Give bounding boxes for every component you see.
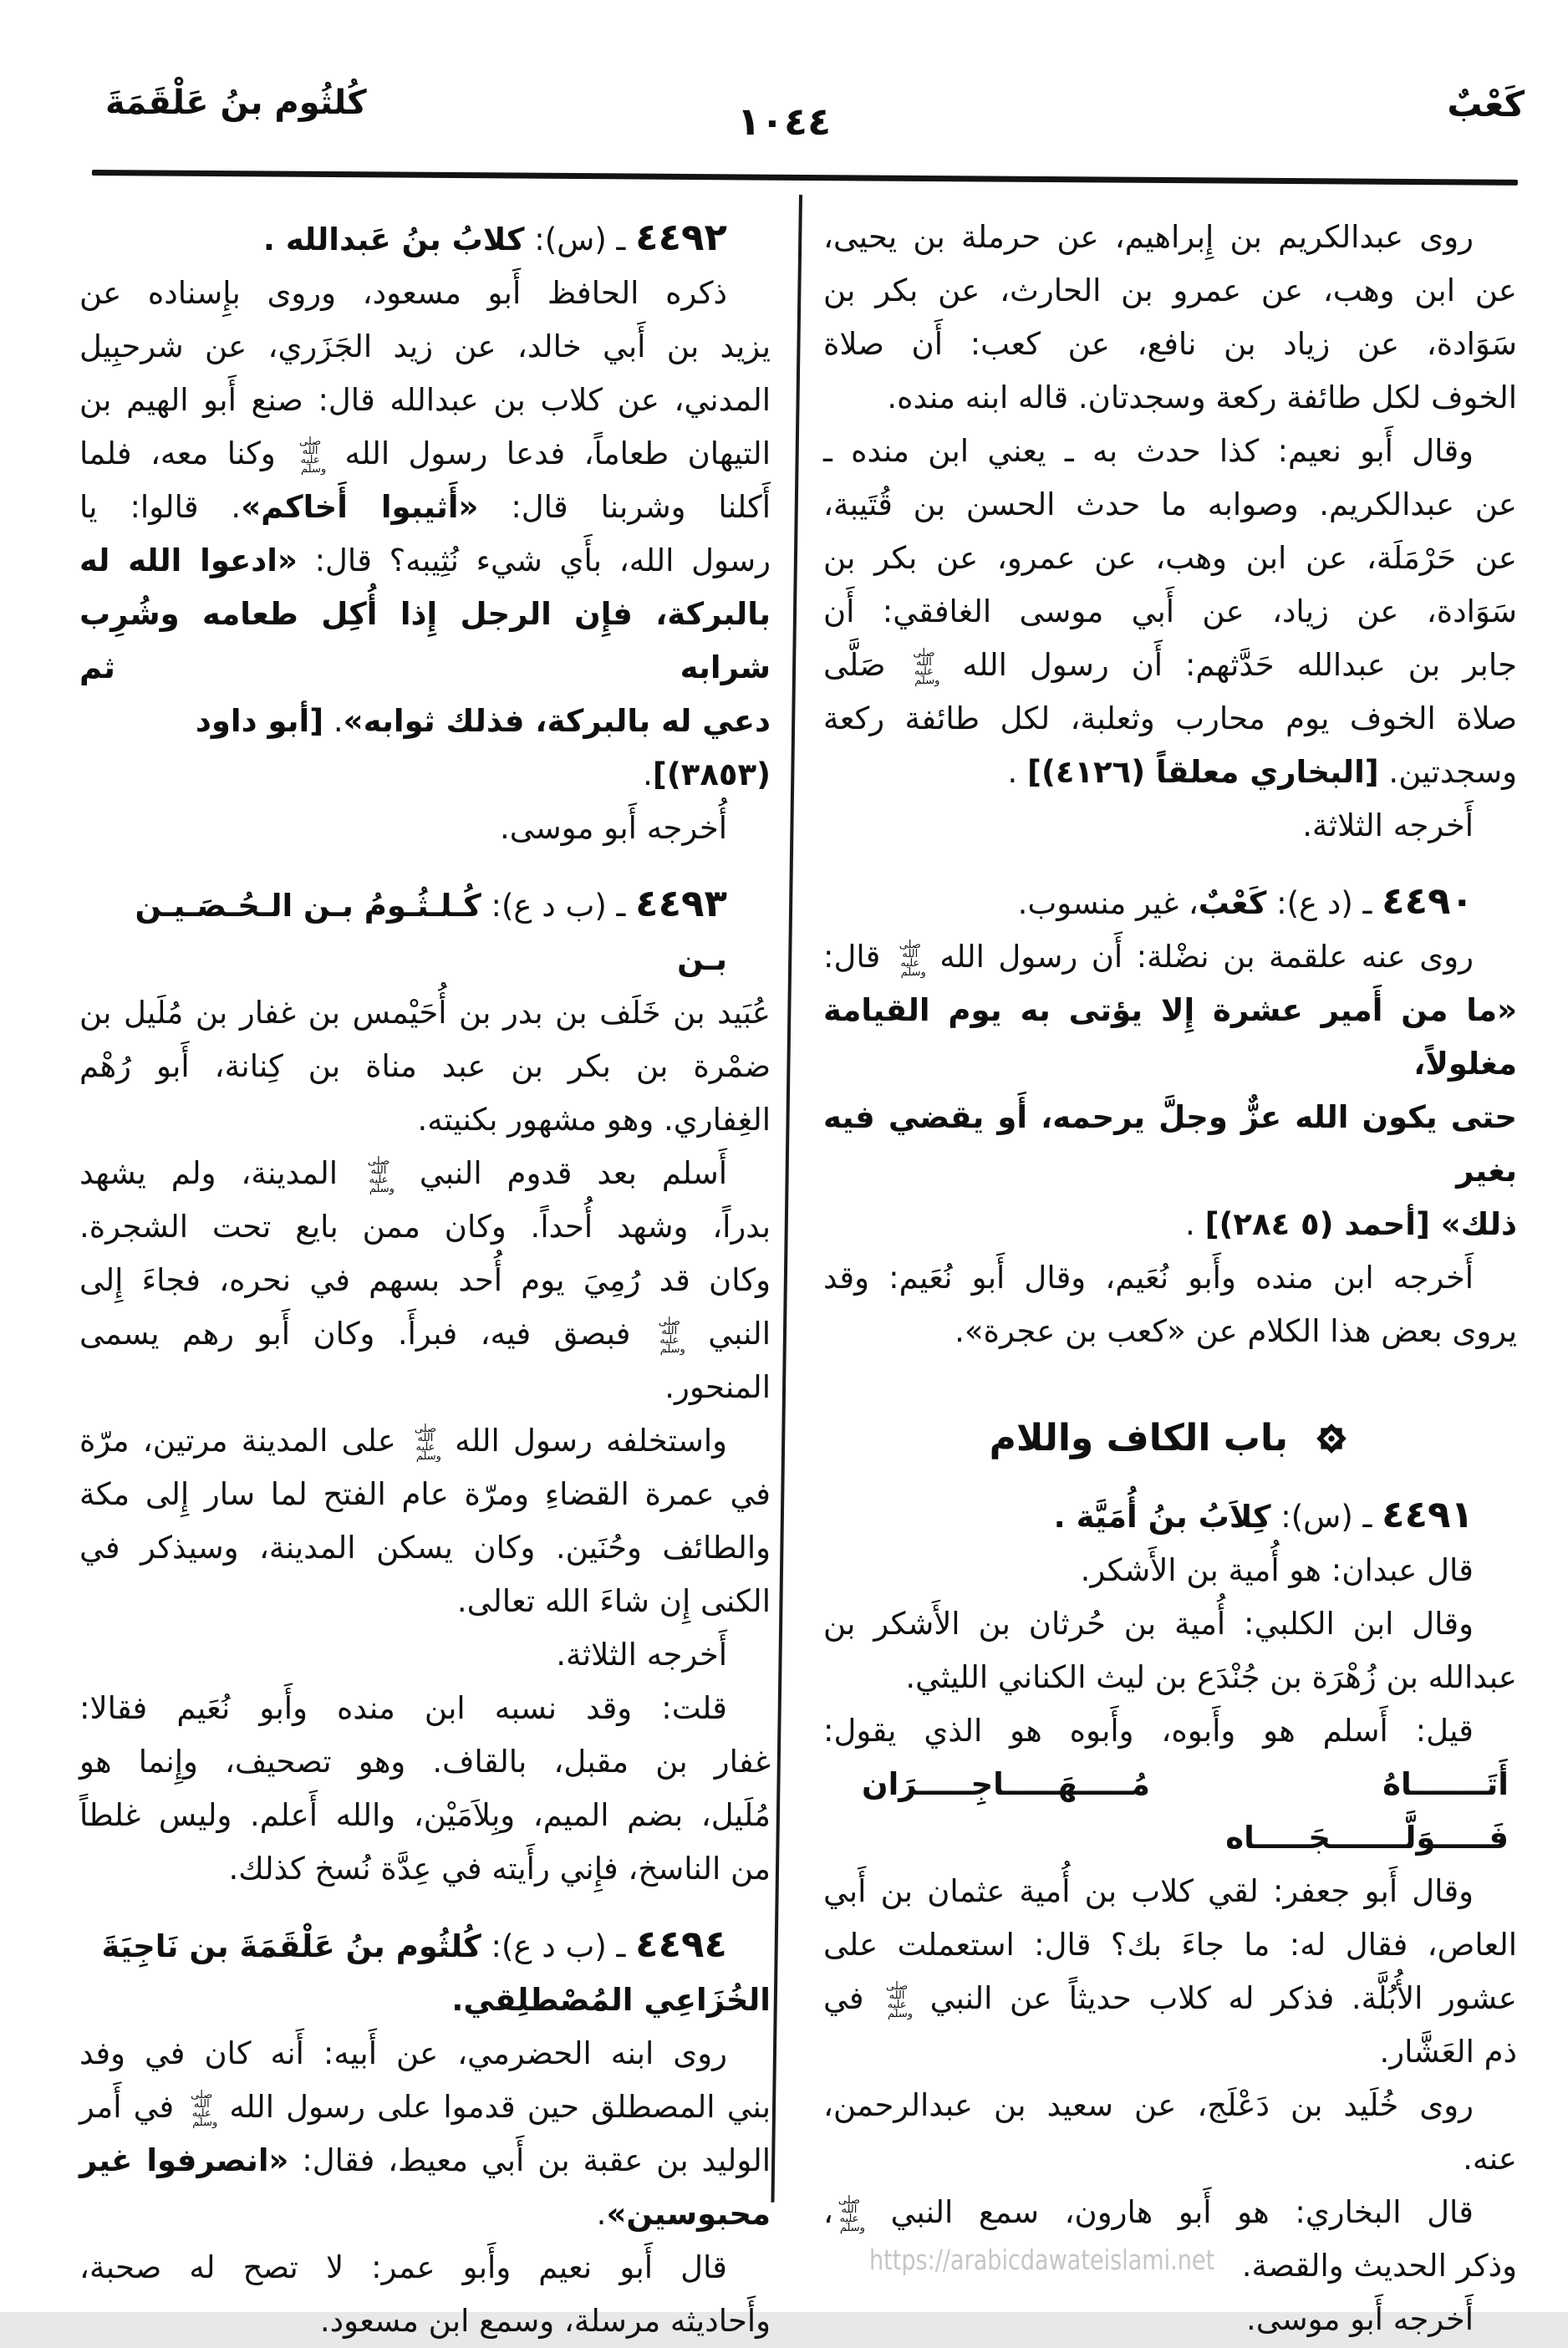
text-line: يزيد بن أَبي خالد، عن زيد الجَزَري، عن شرحبِيل (79, 329, 771, 364)
text-line: الكنى إِن شاءَ الله تعالى. (456, 1583, 771, 1619)
text-line: أَخرجه أَبو موسى. (1245, 2301, 1474, 2337)
text-line: قلت: وقد نسبه ابن منده وأَبو نُعَيم فقالا: (79, 1690, 727, 1726)
text-line: واستخلفه رسول الله صلى الله عليه وسلم على المدينة مرتين، مرّة (79, 1422, 727, 1463)
salla-allahu-alayhi-wasallam-mark: صلى الله عليه وسلم (658, 1315, 685, 1356)
column-divider (771, 195, 802, 2203)
text-line: مُلَيل، بضم الميم، وبِلاَمَيْن، والله أَعلم. وليس غلطاً (79, 1797, 771, 1833)
salla-allahu-alayhi-wasallam-mark: صلى الله عليه وسلم (191, 2088, 218, 2129)
left-column (79, 211, 771, 2348)
watermark-url: https://arabicdawateislami.net (869, 2244, 1215, 2276)
eight-pointed-star-icon (1312, 1419, 1351, 1473)
text-line: وقال ابن الكلبي: أُمية بن حُرثان بن الأَشكر بن (823, 1606, 1474, 1642)
text-line: روى خُلَيد بن دَعْلَج، عن سعيد بن عبدالرحمن، (823, 2087, 1474, 2123)
text-line: أَخرجه ابن منده وأَبو نُعَيم، وقال أَبو نُعَيم: وقد (823, 1260, 1474, 1296)
text-line: بدراً، وشهد أُحداً. وكان ممن بايع تحت الشجرة. (79, 1209, 771, 1245)
text-line: دعي له بالبركة، فذلك ثوابه». [أبو داود (٣٨٥٣)]. (195, 703, 771, 792)
text-line: حتى يكون الله عزٌّ وجلَّ يرحمه، أَو يقضي فيه بغير (823, 1099, 1517, 1189)
text-line: الوليد بن عقبة بن أَبي معيط، فقال: «انصرفوا غير (79, 2142, 771, 2178)
text-line: المنحور. (664, 1369, 771, 1405)
text-line: عُبَيد بن خَلَف بن بدر بن أُحَيْمس بن غفار بن مُلَيل بن (79, 995, 771, 1031)
text-line: التيهان طعاماً، فدعا رسول الله صلى الله عليه وسلم وكنا معه، فلما (79, 435, 771, 476)
text-line: النبي صلى الله عليه وسلم فبصق فيه، فبرأَ. وكان أَبو رهم يسمى (79, 1315, 771, 1356)
entry-heading-4493: ٤٤٩٣ ـ (ب د ع): كُـلـثُـومُ بـن الـحُـصَـيـن بـن (135, 881, 727, 977)
text-line: العاص، فقال له: ما جاءَ بك؟ قال: استعملت على (823, 1927, 1517, 1963)
text-line: أَخرجه الثلاثة. (556, 1637, 727, 1673)
text-line: وقال أَبو جعفر: لقي كلاب بن أُمية عثمان بن أَبي (823, 1873, 1474, 1909)
entry-heading-4492: ٤٤٩٢ ـ (س): كلابُ بنُ عَبدالله . (262, 215, 727, 259)
text-line: الخوف لكل طائفة ركعة وسجدتان. قاله ابنه منده. (887, 379, 1517, 415)
text-line: أَخرجه الثلاثة. (1302, 807, 1474, 843)
section-heading-kaf-lam: باب الكاف واللام (823, 1412, 1517, 1473)
salla-allahu-alayhi-wasallam-mark: صلى الله عليه وسلم (367, 1154, 395, 1195)
running-head-left: كُلثُوم بنُ عَلْقَمَةَ (105, 84, 367, 122)
salla-allahu-alayhi-wasallam-mark: صلى الله عليه وسلم (899, 938, 926, 979)
text-line: سَوَادة، عن زياد، عن أَبي موسى الغافقي: أَن (823, 593, 1517, 629)
page-number: ١٠٤٤ (736, 99, 832, 144)
entry-heading-4494: ٤٤٩٤ ـ (ب د ع): كُلثُوم بنُ عَلْقَمَةَ بن نَاجِيَةَ (101, 1922, 727, 1966)
entry-heading-4490: ٤٤٩٠ ـ (د ع): كَعْبٌ، غير منسوب. (1017, 879, 1474, 923)
text-line: ذم العَشَّار. (1379, 2034, 1517, 2070)
text-line: غفار بن مقبل، بالقاف. وهو تصحيف، وإِنما هو (79, 1744, 771, 1780)
text-line: ذلك» [أحمد (٥ ٢٨٤)] . (1185, 1206, 1517, 1242)
text-line: محبوسين». (596, 2196, 771, 2232)
salla-allahu-alayhi-wasallam-mark: صلى الله عليه وسلم (837, 2193, 865, 2234)
text-line: ذكره الحافظ أَبو مسعود، وروى بإِسناده عن (79, 275, 727, 311)
text-line: روى ابنه الحضرمي، عن أَبيه: أَنه كان في وفد (79, 2035, 727, 2071)
poetry-verse: أَتَـــــــاهُ مُـــــهَـــــاجِـــــرَان فَـــــوَلَّـــــــجَـــــاه (862, 1766, 1509, 1856)
text-line: رسول الله، بأَي شيء نُثِيبه؟ قال: «ادعوا الله له (79, 542, 771, 578)
text-line: أُخرجه أَبو موسى. (499, 810, 727, 846)
text-line: وقال أَبو نعيم: كذا حدث به ـ يعني ابن منده ـ (823, 433, 1474, 469)
text-line: ضمْرة بن بكر بن عبد مناة بن كِنانة، أَبو رُهْم (79, 1048, 771, 1084)
salla-allahu-alayhi-wasallam-mark: صلى الله عليه وسلم (886, 1979, 914, 2020)
salla-allahu-alayhi-wasallam-mark: صلى الله عليه وسلم (299, 435, 327, 476)
text-line: والطائف وحُنَين. وكان يسكن المدينة، وسيذكر في (79, 1530, 771, 1566)
text-line: وكان قد رُمِيَ يوم أُحد بسهم في نحره، فجاءَ إِلى (79, 1262, 771, 1298)
salla-allahu-alayhi-wasallam-mark: صلى الله عليه وسلم (414, 1422, 441, 1463)
text-line: روى عبدالكريم بن إِبراهيم، عن حرملة بن يحيى، (823, 219, 1474, 255)
salla-allahu-alayhi-wasallam-mark: صلى الله عليه وسلم (913, 646, 940, 687)
text-line: بني المصطلق حين قدموا على رسول الله صلى الله عليه وسلم في أَمر (79, 2088, 771, 2129)
text-line: يروى بعض هذا الكلام عن «كعب بن عجرة». (955, 1313, 1517, 1349)
text-line: عبدالله بن زُهْرَة بن جُنْدَع بن ليث الكناني الليثي. (905, 1659, 1517, 1695)
text-line: المدني، عن كلاب بن عبدالله قال: صنع أَبو الهيم بن (79, 382, 771, 418)
text-line: عن عبدالكريم. وصوابه ما حدث الحسن بن قُتَيبة، (823, 486, 1517, 522)
text-line: عن حَرْمَلَة، عن ابن وهب، عن عمرو، عن بكر بن (823, 540, 1517, 576)
text-line: وأَحاديثه مرسلة، وسمع ابن مسعود. (319, 2303, 771, 2339)
text-line: جابر بن عبدالله حَدَّثهم: أَن رسول الله صلى الله عليه وسلم صَلَّى (823, 646, 1517, 687)
text-line: وذكر الحديث والقصة. (1241, 2248, 1517, 2284)
text-line: بالبركة، فإِن الرجل إِذا أُكِل طعامه وشُرِب شرابه ثم (79, 596, 771, 685)
text-line: من الناسخ، فإِني رأَيته في عِدَّة نُسخ كذلك. (228, 1851, 771, 1887)
text-line: عشور الأُبُلَّة. فذكر له كلاب حديثاً عن النبي صلى الله عليه وسلم في (823, 1979, 1517, 2020)
text-line: وسجدتين. [البخاري معلقاً (٤١٢٦)] . (1007, 754, 1517, 790)
entry-heading-4491: ٤٤٩١ ـ (س): كِلاَبُ بنُ أُمَيَّة . (1053, 1492, 1474, 1536)
right-column (823, 211, 1517, 2346)
text-line: أَسلم بعد قدوم النبي صلى الله عليه وسلم المدينة، ولم يشهد (79, 1154, 727, 1195)
text-line: قال عبدان: هو أُمية بن الأَشكر. (1080, 1552, 1474, 1588)
running-head-right: كَعْبٌ (1447, 84, 1525, 125)
text-line: الخُزَاعِي المُصْطلِقي. (451, 1982, 771, 2018)
text-line: أَكلنا وشربنا قال: «أَثيبوا أَخاكم». قالوا: يا (79, 489, 771, 525)
text-line: عنه. (1463, 2141, 1517, 2177)
text-line: صلاة الخوف يوم محارب وثعلبة، لكل طائفة ركعة (823, 700, 1517, 736)
header-rule (92, 170, 1518, 186)
text-line: الغِفاري. وهو مشهور بكنيته. (417, 1102, 771, 1138)
text-line: قال أَبو نعيم وأَبو عمر: لا تصح له صحبة، (79, 2249, 727, 2285)
text-line: عن ابن وهب، عن عمرو بن الحارث، عن بكر بن (823, 272, 1517, 308)
text-line: في عمرة القضاءِ ومرّة عام الفتح لما سار إِلى مكة (79, 1476, 771, 1512)
text-line: قيل: أَسلم هو وأَبوه، وأَبوه هو الذي يقول: (823, 1713, 1474, 1749)
text-line: سَوَادة، عن زياد بن نافع، عن كعب: أَن صلاة (823, 326, 1517, 362)
text-line: «ما من أَمير عشرة إِلا يؤتى به يوم القيامة مغلولاً، (823, 992, 1517, 1082)
text-line: روى عنه علقمة بن نضْلة: أَن رسول الله صلى الله عليه وسلم قال: (823, 938, 1474, 979)
text-line: قال البخاري: هو أَبو هارون، سمع النبي صلى الله عليه وسلم، (823, 2193, 1474, 2234)
